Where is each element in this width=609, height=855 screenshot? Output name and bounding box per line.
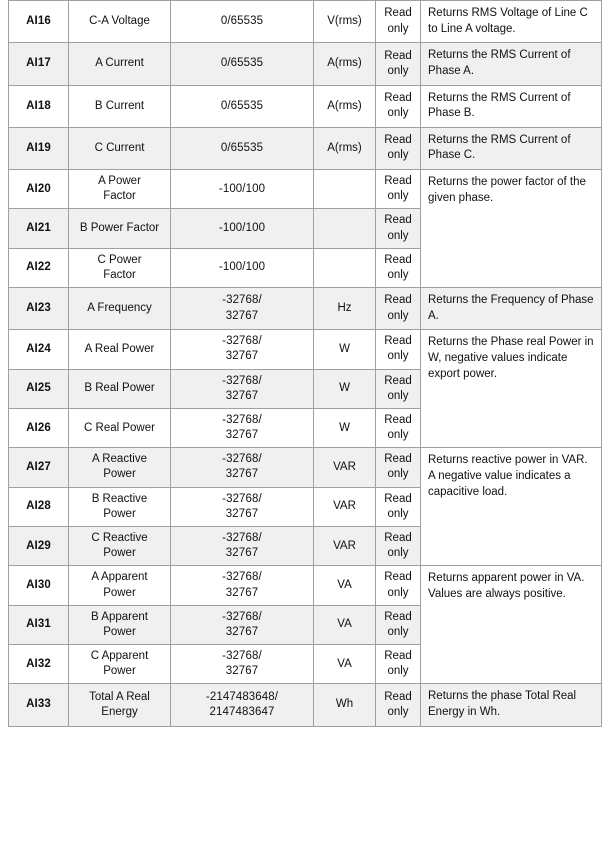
- table-row: [9, 566, 602, 605]
- register-name: C-A Voltage: [69, 1, 171, 43]
- register-name: A Real Power: [69, 330, 171, 369]
- table-row: [9, 684, 602, 726]
- register-unit: Wh: [314, 684, 376, 726]
- register-access-line2: only: [387, 268, 409, 281]
- register-name-line2: Power: [103, 625, 136, 638]
- register-description: Returns reactive power in VAR. A negative value indicates a capacitive load.: [421, 448, 602, 566]
- register-range: [171, 527, 314, 566]
- register-unit: W: [314, 408, 376, 447]
- register-access-line2: only: [387, 468, 409, 481]
- register-name: [69, 684, 171, 726]
- register-range-line2: 32767: [225, 389, 259, 402]
- register-range: [171, 288, 314, 330]
- register-id: AI21: [9, 209, 69, 248]
- register-unit: [314, 209, 376, 248]
- register-range-line2: 32767: [225, 429, 259, 442]
- register-name-line2: Power: [103, 468, 136, 481]
- register-range-line2: 32767: [225, 468, 259, 481]
- register-range: [171, 684, 314, 726]
- register-access-line1: Read: [384, 7, 412, 20]
- register-unit: W: [314, 369, 376, 408]
- register-unit: V(rms): [314, 1, 376, 43]
- register-access-line1: Read: [384, 175, 412, 187]
- register-access-line1: Read: [384, 214, 412, 227]
- register-access-line2: only: [387, 665, 409, 678]
- register-unit: VA: [314, 566, 376, 605]
- register-range-line1: -32768/: [222, 374, 262, 387]
- register-access: [376, 369, 421, 408]
- register-name-line1: A Reactive: [92, 453, 147, 466]
- register-range-line2: 2147483647: [209, 706, 275, 718]
- register-access-line1: Read: [384, 49, 412, 62]
- register-access: [376, 684, 421, 726]
- register-access-line1: Read: [384, 610, 412, 623]
- table-row: [9, 170, 602, 209]
- register-range: 0/65535: [171, 127, 314, 169]
- register-access: [376, 566, 421, 605]
- register-id: AI18: [9, 85, 69, 127]
- register-access: [376, 330, 421, 369]
- register-range-line1: -32768/: [222, 610, 262, 623]
- register-table-container: [8, 0, 601, 727]
- register-id: AI33: [9, 684, 69, 726]
- register-unit: Hz: [314, 288, 376, 330]
- register-access: [376, 248, 421, 287]
- register-name: C Current: [69, 127, 171, 169]
- register-access-line2: only: [387, 190, 409, 203]
- register-access: [376, 209, 421, 248]
- register-name-line1: A Apparent: [91, 571, 148, 584]
- register-range: -100/100: [171, 209, 314, 248]
- register-unit: VA: [314, 645, 376, 684]
- register-unit: A(rms): [314, 127, 376, 169]
- register-access-line2: only: [387, 107, 409, 120]
- register-description: Returns RMS Voltage of Line C to Line A voltage.: [421, 1, 602, 43]
- register-access-line2: only: [387, 350, 409, 363]
- register-id: AI19: [9, 127, 69, 169]
- register-name-line2: Power: [103, 507, 136, 520]
- register-unit: [314, 170, 376, 209]
- table-row: [9, 288, 602, 330]
- table-row: [9, 127, 602, 169]
- register-access: [376, 288, 421, 330]
- register-access-line2: only: [387, 389, 409, 402]
- register-access-line1: Read: [384, 335, 412, 348]
- register-name: [69, 645, 171, 684]
- register-range-line1: -32768/: [222, 335, 262, 348]
- register-name-line2: Power: [103, 547, 136, 560]
- register-description: Returns apparent power in VA. Values are always positive.: [421, 566, 602, 684]
- register-name: C Real Power: [69, 408, 171, 447]
- register-access-line1: Read: [384, 374, 412, 387]
- register-name-line1: C Apparent: [90, 650, 149, 663]
- register-range-line1: -32768/: [222, 294, 262, 307]
- register-range-line1: -32768/: [222, 571, 262, 584]
- register-name: [69, 566, 171, 605]
- register-access: [376, 127, 421, 169]
- register-range-line2: 32767: [225, 665, 259, 678]
- register-range-line2: 32767: [225, 350, 259, 363]
- register-unit: VA: [314, 605, 376, 644]
- register-access-line2: only: [387, 309, 409, 322]
- register-name-line1: B Reactive: [91, 492, 148, 505]
- register-description: Returns the Frequency of Phase A.: [421, 288, 602, 330]
- register-access-line1: Read: [384, 294, 412, 307]
- register-id: AI32: [9, 645, 69, 684]
- register-description: Returns the RMS Current of Phase C.: [421, 127, 602, 169]
- register-description: Returns the power factor of the given phase.: [421, 170, 602, 288]
- register-unit: VAR: [314, 448, 376, 487]
- register-id: AI30: [9, 566, 69, 605]
- register-name: [69, 170, 171, 209]
- register-name-line2: Power: [103, 586, 136, 599]
- register-access-line2: only: [387, 625, 409, 638]
- register-name: [69, 605, 171, 644]
- register-range: [171, 369, 314, 408]
- register-access-line2: only: [387, 22, 409, 35]
- register-range-line2: 32767: [225, 507, 259, 520]
- register-id: AI26: [9, 408, 69, 447]
- register-access: [376, 527, 421, 566]
- register-range: [171, 487, 314, 526]
- register-access-line2: only: [387, 507, 409, 520]
- register-name-line1: Total A Real: [89, 690, 150, 703]
- register-range: [171, 605, 314, 644]
- register-description: Returns the RMS Current of Phase A.: [421, 43, 602, 85]
- register-range-line2: 32767: [225, 547, 259, 560]
- register-access-line1: Read: [384, 532, 412, 544]
- register-range-line1: -32768/: [222, 413, 262, 426]
- register-range: 0/65535: [171, 85, 314, 127]
- register-id: AI31: [9, 605, 69, 644]
- register-range-line2: 32767: [225, 309, 259, 322]
- register-unit: VAR: [314, 487, 376, 526]
- register-access-line2: only: [387, 429, 409, 442]
- register-range-line1: -32768/: [222, 650, 262, 663]
- register-name: B Current: [69, 85, 171, 127]
- register-access-line1: Read: [384, 492, 412, 505]
- register-range: [171, 645, 314, 684]
- register-name: B Power Factor: [69, 209, 171, 248]
- register-name-line2: Factor: [103, 190, 136, 203]
- register-access-line1: Read: [384, 253, 412, 266]
- register-access: [376, 408, 421, 447]
- register-name-line2: Energy: [101, 706, 138, 718]
- register-access-line2: only: [387, 149, 409, 162]
- register-access: [376, 605, 421, 644]
- register-range: -100/100: [171, 248, 314, 287]
- register-table: [8, 0, 602, 727]
- register-unit: A(rms): [314, 43, 376, 85]
- register-range-line1: -32768/: [222, 453, 262, 466]
- register-access: [376, 43, 421, 85]
- register-unit: [314, 248, 376, 287]
- register-description: Returns the phase Total Real Energy in Wh.: [421, 684, 602, 726]
- register-range: -100/100: [171, 170, 314, 209]
- register-access: [376, 448, 421, 487]
- register-name: B Real Power: [69, 369, 171, 408]
- register-name: [69, 487, 171, 526]
- register-range: 0/65535: [171, 43, 314, 85]
- register-access-line2: only: [387, 64, 409, 77]
- register-id: AI28: [9, 487, 69, 526]
- register-range: 0/65535: [171, 1, 314, 43]
- register-range: [171, 330, 314, 369]
- register-id: AI27: [9, 448, 69, 487]
- register-access: [376, 645, 421, 684]
- register-access-line1: Read: [384, 413, 412, 426]
- register-name: A Current: [69, 43, 171, 85]
- register-id: AI24: [9, 330, 69, 369]
- table-row: [9, 448, 602, 487]
- register-access-line2: only: [387, 229, 409, 242]
- table-row: [9, 330, 602, 369]
- register-range-line1: -2147483648/: [205, 690, 279, 703]
- register-name: [69, 448, 171, 487]
- register-table-body: [9, 1, 602, 727]
- register-name: [69, 527, 171, 566]
- register-access-line1: Read: [384, 134, 412, 147]
- register-name-line1: B Apparent: [91, 610, 148, 623]
- table-row: [9, 43, 602, 85]
- register-id: AI22: [9, 248, 69, 287]
- register-name-line2: Factor: [103, 268, 136, 281]
- register-id: AI25: [9, 369, 69, 408]
- register-range-line2: 32767: [225, 586, 259, 599]
- register-access-line2: only: [387, 586, 409, 599]
- register-name: A Frequency: [69, 288, 171, 330]
- register-range: [171, 448, 314, 487]
- register-id: AI17: [9, 43, 69, 85]
- register-access-line1: Read: [384, 690, 412, 703]
- register-access-line1: Read: [384, 91, 412, 104]
- register-description: Returns the RMS Current of Phase B.: [421, 85, 602, 127]
- register-name-line1: C Reactive: [91, 532, 148, 544]
- register-access: [376, 487, 421, 526]
- register-range: [171, 566, 314, 605]
- register-name: [69, 248, 171, 287]
- register-access-line1: Read: [384, 571, 412, 584]
- register-name-line1: C Power: [97, 253, 142, 266]
- register-id: AI23: [9, 288, 69, 330]
- register-access: [376, 85, 421, 127]
- register-unit: A(rms): [314, 85, 376, 127]
- register-range: [171, 408, 314, 447]
- register-access-line1: Read: [384, 453, 412, 466]
- register-name-line1: A Power: [98, 175, 141, 187]
- register-access: [376, 1, 421, 43]
- register-range-line1: -32768/: [222, 492, 262, 505]
- register-range-line1: -32768/: [222, 532, 262, 544]
- register-description: Returns the Phase real Power in W, negative values indicate export power.: [421, 330, 602, 448]
- register-id: AI20: [9, 170, 69, 209]
- register-unit: W: [314, 330, 376, 369]
- register-name-line2: Power: [103, 665, 136, 678]
- register-id: AI16: [9, 1, 69, 43]
- table-row: [9, 85, 602, 127]
- register-id: AI29: [9, 527, 69, 566]
- register-access-line2: only: [387, 547, 409, 560]
- register-access-line2: only: [387, 706, 409, 718]
- table-row: [9, 1, 602, 43]
- register-unit: VAR: [314, 527, 376, 566]
- register-range-line2: 32767: [225, 625, 259, 638]
- register-access-line1: Read: [384, 650, 412, 663]
- register-access: [376, 170, 421, 209]
